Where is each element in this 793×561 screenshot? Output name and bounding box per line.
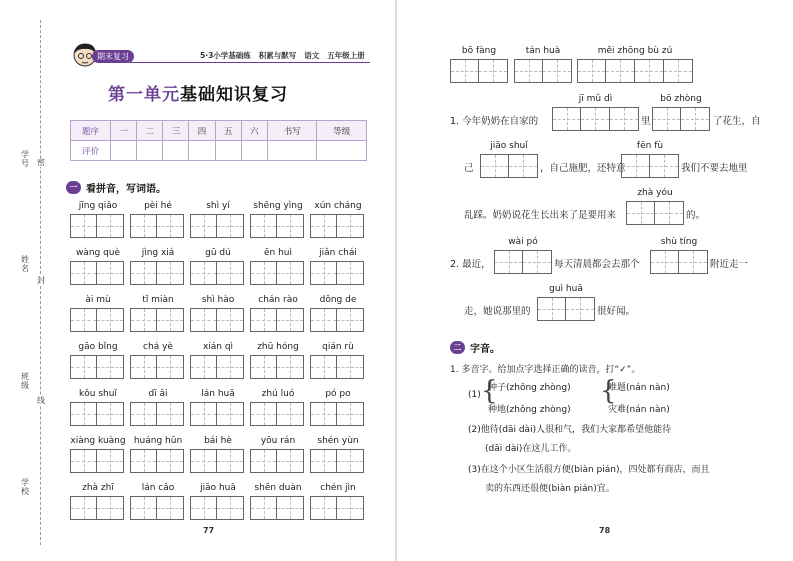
word-item (130, 247, 190, 294)
score-col: 等级 (317, 121, 367, 141)
score-col-label: 题序 (71, 121, 111, 141)
margin-label-school: 学校 (21, 478, 29, 496)
char-box[interactable] (157, 214, 184, 238)
word-item (190, 294, 250, 341)
char-box[interactable] (97, 214, 124, 238)
char-box[interactable] (606, 59, 635, 83)
word-item (310, 482, 370, 529)
word-item (190, 482, 250, 529)
score-table (70, 120, 367, 161)
score-cell[interactable] (163, 141, 189, 161)
margin-label-name: 姓名 (21, 255, 29, 273)
word-item (250, 247, 310, 294)
char-box[interactable] (250, 308, 277, 332)
q1-text: 乱踩。奶奶说花生长出来了是要用来 (464, 210, 617, 221)
section-title: 看拼音，写词语。 (86, 184, 166, 195)
p1-option: 种子(zhǒng zhòng) (488, 383, 571, 393)
char-box[interactable] (97, 261, 124, 285)
pinyin: jīng qiǎo (78, 201, 118, 211)
char-box[interactable] (543, 59, 572, 83)
char-box[interactable] (337, 308, 364, 332)
char-box[interactable] (250, 355, 277, 379)
char-box[interactable] (537, 297, 566, 321)
title-unit: 第一单元 (108, 85, 180, 105)
char-box[interactable] (157, 402, 184, 426)
char-box[interactable] (217, 402, 244, 426)
char-box[interactable] (310, 308, 337, 332)
q2-blank-1 (494, 236, 552, 274)
word-item (130, 294, 190, 341)
char-box[interactable] (310, 261, 337, 285)
score-col: 三 (163, 121, 189, 141)
char-box[interactable] (650, 250, 679, 274)
pinyin: yōu rán (260, 436, 296, 446)
pinyin: pèi hé (144, 201, 172, 211)
word-item (250, 200, 310, 247)
word-item (130, 435, 190, 482)
page-number-right: 78 (599, 526, 611, 535)
char-box[interactable] (190, 308, 217, 332)
pinyin: bō fàng (461, 46, 497, 56)
word-item (70, 388, 130, 435)
char-box[interactable] (70, 308, 97, 332)
char-box[interactable] (277, 355, 304, 379)
margin-label-class: 班级 (21, 372, 29, 390)
pinyin: wàng què (75, 248, 121, 258)
char-box[interactable] (70, 449, 97, 473)
word-item (310, 247, 370, 294)
word-item (130, 482, 190, 529)
header-series (200, 50, 365, 61)
p2-line: (2)他待(dāi dài)人很和气，我们大家都希望他能待 (468, 425, 672, 435)
char-box[interactable] (277, 308, 304, 332)
char-box[interactable] (310, 214, 337, 238)
series-name: 5·3小学基础练 (200, 51, 251, 60)
book-name: 积累与默写 (258, 51, 297, 60)
word-item (190, 388, 250, 435)
word-item (190, 435, 250, 482)
pinyin: dǒng de (319, 295, 357, 305)
q1-blank-5 (626, 187, 684, 225)
char-box[interactable] (337, 355, 364, 379)
char-box[interactable] (652, 107, 681, 131)
char-box[interactable] (480, 154, 509, 178)
p1-number: (1) (468, 390, 481, 400)
pinyin: jiāo shuǐ (490, 141, 528, 151)
score-cell[interactable] (189, 141, 215, 161)
pinyin: zhà yóu (637, 188, 673, 198)
word-item (310, 294, 370, 341)
char-box[interactable] (552, 107, 581, 131)
word-item (190, 200, 250, 247)
char-box[interactable] (650, 154, 679, 178)
q2-blank-2 (650, 236, 708, 274)
q1-blank-4 (621, 140, 679, 178)
char-box[interactable] (130, 355, 157, 379)
word-item (70, 341, 130, 388)
pinyin: chén jìn (320, 483, 356, 493)
grade: 五年级上册 (327, 51, 365, 60)
char-box[interactable] (217, 449, 244, 473)
char-box[interactable] (566, 297, 595, 321)
q1-blank-1 (552, 93, 639, 131)
margin-cut-label: 密 (37, 158, 45, 167)
pinyin: jī mǔ dì (578, 94, 613, 104)
pinyin: guì huā (549, 284, 583, 294)
section-number: 二 (450, 341, 465, 354)
char-box[interactable] (190, 496, 217, 520)
char-box[interactable] (681, 107, 710, 131)
word-item (130, 341, 190, 388)
pinyin: huáng hūn (133, 436, 183, 446)
char-box[interactable] (337, 214, 364, 238)
section-number: 一 (66, 181, 81, 194)
char-box[interactable] (157, 308, 184, 332)
pinyin: jiǎn chái (319, 248, 357, 258)
char-box[interactable] (157, 355, 184, 379)
pinyin: jìng xiá (141, 248, 175, 258)
char-box[interactable] (310, 449, 337, 473)
left-brace-icon: { (481, 376, 498, 406)
char-box[interactable] (130, 402, 157, 426)
char-box[interactable] (250, 261, 277, 285)
margin-cut-label: 封 (37, 276, 45, 285)
char-box[interactable] (479, 59, 508, 83)
title-main: 基础知识复习 (180, 85, 288, 105)
char-box[interactable] (70, 214, 97, 238)
char-box[interactable] (190, 355, 217, 379)
word-item (190, 341, 250, 388)
score-cell[interactable] (215, 141, 241, 161)
pinyin: lán huā (201, 389, 235, 399)
char-box[interactable] (277, 449, 304, 473)
char-box[interactable] (130, 261, 157, 285)
score-col: 书写 (267, 121, 317, 141)
word-item (514, 45, 572, 83)
score-row-label: 评价 (71, 141, 111, 161)
word-item (70, 482, 130, 529)
word-item (250, 435, 310, 482)
char-box[interactable] (190, 402, 217, 426)
char-box[interactable] (190, 214, 217, 238)
section-1-heading (66, 180, 166, 195)
char-box[interactable] (523, 250, 552, 274)
header-rule (130, 62, 370, 63)
q2-text: 每天清晨都会去那个 (554, 259, 640, 270)
char-box[interactable] (679, 250, 708, 274)
char-box[interactable] (494, 250, 523, 274)
score-cell[interactable] (111, 141, 137, 161)
pinyin: gū dú (205, 248, 231, 258)
char-box[interactable] (97, 449, 124, 473)
q1-blank-2 (652, 93, 710, 131)
p3-line: 卖的东西还很便(biàn pián)宜。 (485, 484, 615, 494)
pinyin: chán rào (258, 295, 298, 305)
char-box[interactable] (97, 355, 124, 379)
pinyin: lán cǎo (141, 483, 175, 493)
char-box[interactable] (337, 402, 364, 426)
word-item (190, 247, 250, 294)
pinyin: gāo bǐng (78, 342, 118, 352)
word-item (250, 341, 310, 388)
char-box[interactable] (70, 402, 97, 426)
pinyin-word-grid (70, 200, 370, 529)
score-col: 二 (137, 121, 163, 141)
score-col: 六 (241, 121, 267, 141)
q1-text: 的。 (686, 210, 706, 221)
p1-option: 种地(zhǒng zhòng) (488, 405, 571, 415)
char-box[interactable] (635, 59, 664, 83)
pinyin: wài pó (508, 237, 538, 247)
pinyin: zhà zhī (82, 483, 114, 493)
score-cell[interactable] (137, 141, 163, 161)
char-box[interactable] (277, 261, 304, 285)
char-box[interactable] (509, 154, 538, 178)
char-box[interactable] (130, 308, 157, 332)
subject: 语文 (304, 51, 320, 60)
section-title: 字音。 (470, 344, 500, 355)
char-box[interactable] (217, 496, 244, 520)
polyphone-instruction: 1. 多音字。给加点字选择正确的读音，打“✓”。 (450, 365, 641, 375)
char-box[interactable] (581, 107, 610, 131)
pinyin: tán huà (525, 46, 561, 56)
score-eval-row (71, 141, 367, 161)
char-box[interactable] (337, 261, 364, 285)
left-page (0, 0, 396, 561)
score-cell[interactable] (267, 141, 317, 161)
pinyin: shì yí (206, 201, 230, 211)
char-box[interactable] (97, 402, 124, 426)
char-box[interactable] (97, 308, 124, 332)
char-box[interactable] (310, 496, 337, 520)
pinyin: fēn fù (636, 141, 664, 151)
char-box[interactable] (70, 496, 97, 520)
p1-option: 难题(nán nàn) (608, 383, 670, 393)
pinyin: tǐ miàn (142, 295, 174, 305)
char-box[interactable] (310, 402, 337, 426)
char-box[interactable] (157, 449, 184, 473)
word-item (130, 200, 190, 247)
pinyin: shēn duàn (254, 483, 302, 493)
char-box[interactable] (250, 449, 277, 473)
pinyin: zhú luó (261, 389, 295, 399)
page-title (0, 80, 396, 105)
p3-line: (3)在这个小区生活很方便(biàn pián)，四处都有商店，而且 (468, 465, 710, 475)
word-item (310, 341, 370, 388)
score-col: 一 (111, 121, 137, 141)
char-box[interactable] (130, 449, 157, 473)
char-box[interactable] (130, 496, 157, 520)
pinyin: shén yùn (317, 436, 359, 446)
pinyin: ài mù (85, 295, 111, 305)
right-page (397, 0, 793, 561)
score-header-row (71, 121, 367, 141)
word-item (70, 294, 130, 341)
pinyin: ēn huì (263, 248, 292, 258)
q1-text: 了花生，自 (713, 116, 761, 127)
char-box[interactable] (250, 402, 277, 426)
char-box[interactable] (157, 261, 184, 285)
word-item (130, 388, 190, 435)
page-number-left: 77 (203, 526, 215, 535)
word-item (70, 247, 130, 294)
pinyin: pó po (325, 389, 351, 399)
p2-line: (dāi dài)在这儿工作。 (485, 444, 577, 454)
pinyin: kǒu shuǐ (79, 389, 117, 399)
char-box[interactable] (337, 496, 364, 520)
q1-blank-3 (480, 140, 538, 178)
char-box[interactable] (190, 261, 217, 285)
char-box[interactable] (157, 496, 184, 520)
q1-text: 己 (464, 163, 474, 174)
char-box[interactable] (310, 355, 337, 379)
score-col: 四 (189, 121, 215, 141)
score-col: 五 (215, 121, 241, 141)
q1-text: 1. 今年奶奶在自家的 (450, 116, 539, 127)
pinyin: xián qì (202, 342, 234, 352)
char-box[interactable] (277, 402, 304, 426)
pinyin: xiàng kuàng (70, 436, 126, 446)
pinyin: zhū hóng (257, 342, 299, 352)
char-box[interactable] (130, 214, 157, 238)
char-box[interactable] (577, 59, 606, 83)
char-box[interactable] (621, 154, 650, 178)
q2-text: 很好闻。 (597, 306, 636, 317)
char-box[interactable] (337, 449, 364, 473)
word-item (70, 435, 130, 482)
char-box[interactable] (514, 59, 543, 83)
pinyin: dī ǎi (148, 389, 168, 399)
char-box[interactable] (70, 355, 97, 379)
word-item (250, 388, 310, 435)
pinyin: shù tíng (660, 237, 698, 247)
pinyin: měi zhōng bù zú (597, 46, 673, 56)
char-box[interactable] (217, 261, 244, 285)
char-box[interactable] (250, 496, 277, 520)
q2-text: 走，她说那里的 (464, 306, 531, 317)
word-item (250, 482, 310, 529)
q1-text: ，自己施肥，还特意 (540, 163, 626, 174)
score-cell[interactable] (241, 141, 267, 161)
char-box[interactable] (217, 355, 244, 379)
char-box[interactable] (97, 496, 124, 520)
q2-blank-3 (537, 283, 595, 321)
char-box[interactable] (217, 214, 244, 238)
pinyin: shēng yìng (253, 201, 303, 211)
pinyin: chá yè (143, 342, 173, 352)
word-item (577, 45, 693, 83)
q2-text: 附近走一 (710, 259, 749, 270)
pinyin: bái hè (204, 436, 232, 446)
char-box[interactable] (190, 449, 217, 473)
p1-option: 灾难(nán nàn) (608, 405, 670, 415)
word-item (250, 294, 310, 341)
margin-label-student-id: 学号 (21, 150, 29, 168)
q1-text: 里 (641, 116, 651, 127)
left-brace-icon: { (600, 376, 617, 406)
char-box[interactable] (450, 59, 479, 83)
char-box[interactable] (250, 214, 277, 238)
section-2-heading (450, 340, 500, 355)
margin-cut-label: 线 (37, 396, 45, 405)
score-cell[interactable] (317, 141, 367, 161)
word-item (310, 435, 370, 482)
q1-text: 我们不要去地里 (681, 163, 748, 174)
char-box[interactable] (277, 496, 304, 520)
char-box[interactable] (626, 201, 655, 225)
word-item (310, 200, 370, 247)
pinyin: shì hào (201, 295, 235, 305)
pinyin: xún cháng (314, 201, 362, 211)
char-box[interactable] (217, 308, 244, 332)
review-badge: 期末复习 (92, 50, 134, 63)
pinyin: qián rù (322, 342, 354, 352)
pinyin: jiāo huā (200, 483, 236, 493)
word-item (310, 388, 370, 435)
char-box[interactable] (655, 201, 684, 225)
char-box[interactable] (70, 261, 97, 285)
word-item (70, 200, 130, 247)
word-item (450, 45, 508, 83)
char-box[interactable] (610, 107, 639, 131)
char-box[interactable] (664, 59, 693, 83)
char-box[interactable] (277, 214, 304, 238)
pinyin: bō zhòng (660, 94, 702, 104)
q2-text: 2. 最近， (450, 259, 491, 270)
